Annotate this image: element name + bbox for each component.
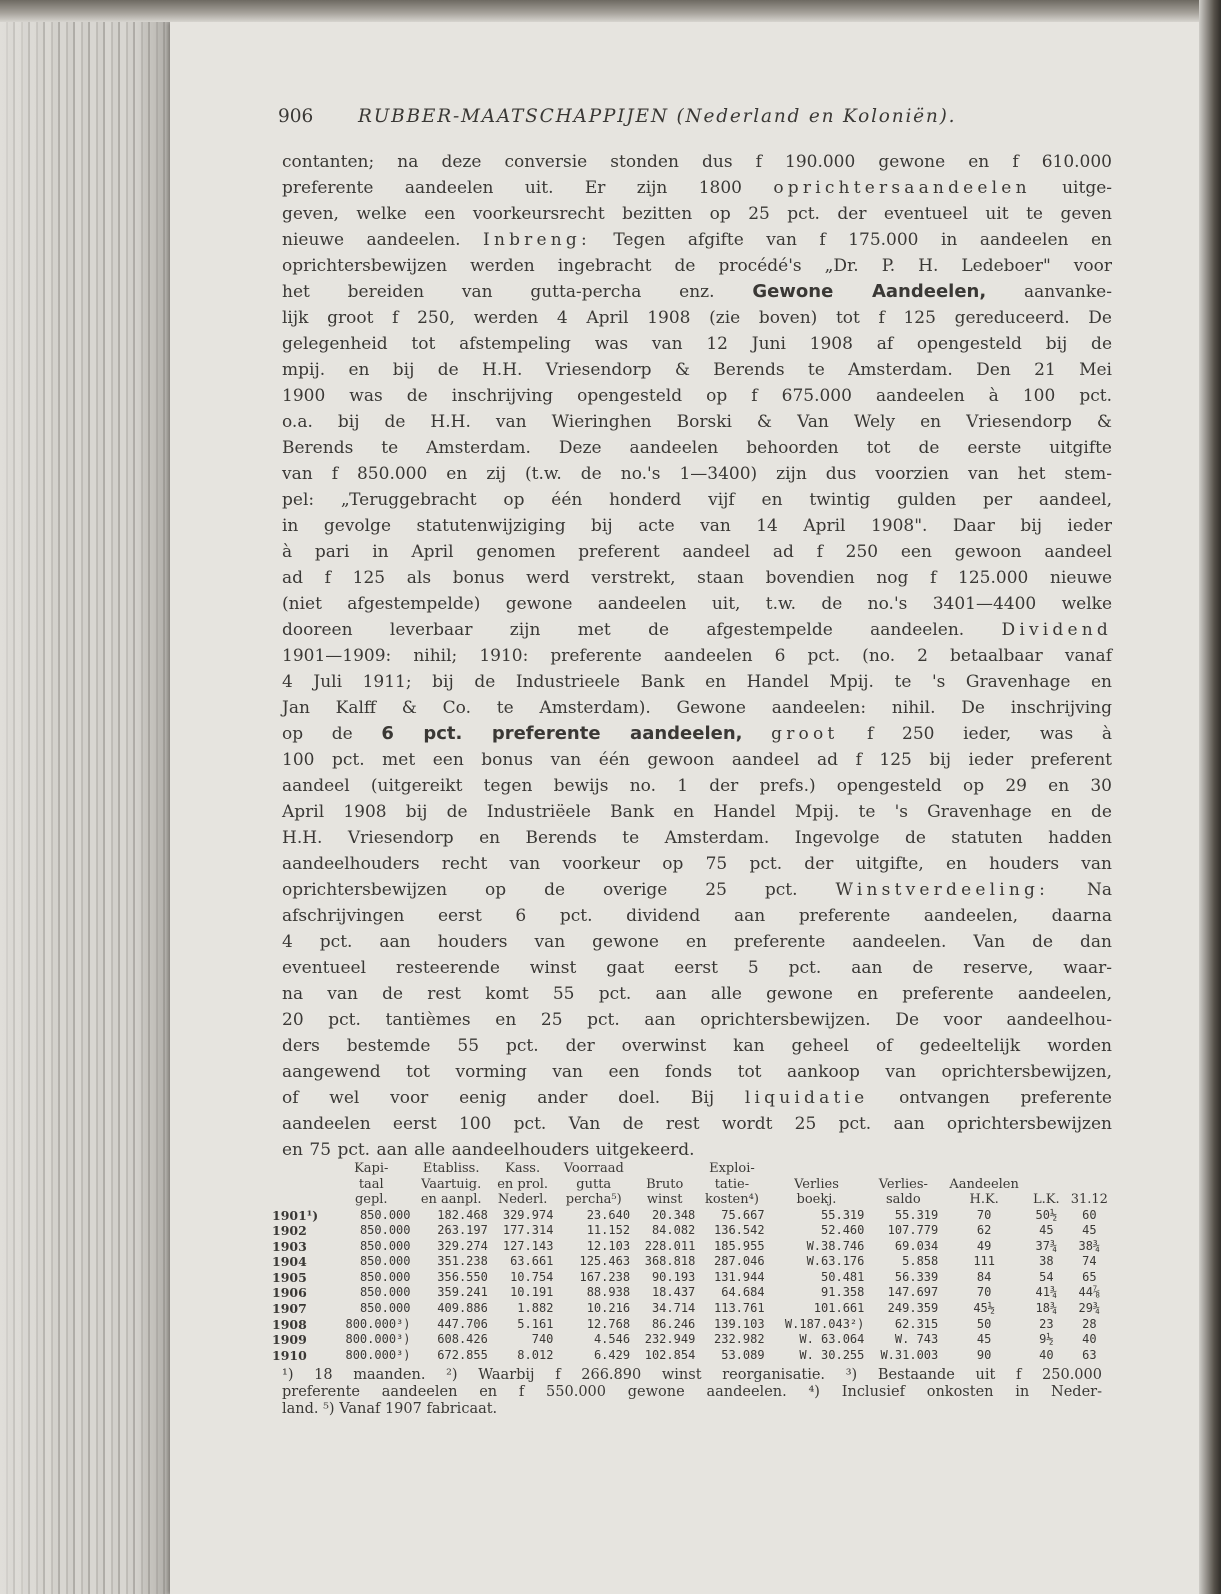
table-cell: 86.246 [651, 1316, 696, 1331]
table-cell: W.187.043²) [784, 1316, 865, 1331]
text-line [282, 565, 1112, 591]
text-run: lijk groot f 250, werden 4 April 1908 (zie boven) tot f 125 gereduceerd. De [282, 308, 1112, 328]
text-line [282, 955, 1112, 981]
table-cell: 800.000³) [345, 1347, 411, 1362]
text-run: aanvanke- [986, 282, 1112, 302]
column-header: tatie- [714, 1176, 750, 1192]
table-cell: 850.000 [359, 1207, 411, 1222]
column-header [632, 1161, 697, 1177]
table-body [270, 1208, 1114, 1364]
column-header: Exploi- [709, 1161, 755, 1176]
table-cell: 800.000³) [345, 1316, 411, 1331]
spaced-keyword: oprichtersaandeelen [773, 178, 1031, 198]
spaced-keyword: groot [771, 724, 839, 744]
column-header [270, 1177, 330, 1193]
table-cell: 10.216 [586, 1301, 631, 1316]
table-cell: 70 [976, 1285, 992, 1300]
table-cell: 8.012 [517, 1347, 554, 1362]
table-cell: 55.319 [894, 1207, 939, 1222]
text-line [282, 175, 1112, 201]
column-header [767, 1161, 867, 1177]
table-header-row [270, 1192, 1114, 1208]
table-row [270, 1239, 1114, 1255]
table-cell: 50.481 [821, 1269, 865, 1284]
table-cell: 12.103 [586, 1238, 631, 1253]
table-cell: 74 [1082, 1254, 1097, 1269]
column-header: Verlies- [878, 1176, 928, 1192]
table-cell: 37¾ [1035, 1238, 1058, 1253]
footnote-line: preferente aandeelen en f 550.000 gewone aandeelen. ⁴) Inclusief onkosten in Neder- [282, 1384, 1102, 1401]
text-run: preferente aandeelen uit. Er zijn 1800 [282, 178, 774, 198]
table-cell: 10.754 [510, 1269, 554, 1284]
column-header: L.K. [1033, 1192, 1060, 1207]
text-line [282, 903, 1112, 929]
column-header: saldo [885, 1192, 921, 1207]
table-cell: 351.238 [437, 1254, 488, 1269]
column-header: kosten⁴) [704, 1192, 759, 1207]
table-cell: W. 63.064 [799, 1332, 865, 1347]
text-run: f 250 ieder, was à [838, 724, 1112, 744]
table-cell: 740 [531, 1332, 554, 1347]
table-cell: 356.550 [437, 1269, 488, 1284]
text-run: 1901—1909: nihil; 1910: preferente aandeelen 6 pct. (no. 2 betaalbaar vanaf [282, 646, 1112, 666]
text-run: uitge- [1030, 178, 1113, 198]
table-cell: 34.714 [651, 1301, 696, 1316]
table-cell: 232.982 [714, 1332, 765, 1347]
text-run: Berends te Amsterdam. Deze aandeelen behoorden tot de eerste uitgifte [282, 438, 1112, 458]
text-run: aandeelen eerst 100 pct. Van de rest wordt 25 pct. aan oprichtersbewijzen [282, 1114, 1112, 1134]
year-cell: 1909 [272, 1332, 307, 1348]
column-header: H.K. [969, 1192, 999, 1207]
table-cell: 45½ [973, 1301, 995, 1316]
table-cell: 10.191 [510, 1285, 554, 1300]
spaced-keyword: Inbreng: [483, 230, 591, 250]
table-cell: 60 [1082, 1207, 1097, 1222]
scan-right-edge [1199, 0, 1221, 1594]
year-cell: 1907 [272, 1301, 307, 1317]
results-table [270, 1161, 1114, 1363]
table-row [270, 1254, 1114, 1270]
text-line [282, 591, 1112, 617]
text-line [282, 513, 1112, 539]
table-cell: W.63.176 [806, 1254, 865, 1269]
text-run: 20 pct. tantièmes en 25 pct. aan oprichtersbewijzen. De voor aandeelhou- [282, 1010, 1112, 1030]
table-cell: 359.241 [437, 1285, 488, 1300]
text-run: aandeelhouders recht van voorkeur op 75 pct. der uitgifte, en houders van [282, 854, 1112, 874]
text-line [282, 825, 1112, 851]
table-cell: 52.460 [821, 1223, 865, 1238]
column-header: gutta [576, 1176, 612, 1192]
table-cell: 20.348 [651, 1207, 696, 1222]
text-line [282, 747, 1112, 773]
table-row [270, 1270, 1114, 1286]
table-cell: 185.955 [714, 1238, 765, 1253]
table-row [270, 1223, 1114, 1239]
table-cell: 232.949 [644, 1332, 696, 1347]
text-line [282, 1007, 1112, 1033]
text-line [282, 149, 1112, 175]
table-cell: 56.339 [894, 1269, 939, 1284]
text-line [282, 643, 1112, 669]
column-header: Nederl. [497, 1192, 548, 1207]
column-header [270, 1192, 330, 1208]
year-cell: 1901¹) [272, 1207, 319, 1223]
column-header: Vaartuig. [421, 1176, 482, 1192]
table-cell: 850.000 [359, 1269, 411, 1284]
text-line [282, 331, 1112, 357]
text-line [282, 929, 1112, 955]
footnotes [282, 1367, 1102, 1418]
text-run: gelegenheid tot afstempeling was van 12 Juni 1908 af opengesteld bij de [282, 334, 1112, 354]
text-run: in gevolge statutenwijziging bij acte van 14 April 1908". Daar bij ieder [282, 516, 1112, 536]
year-cell: 1910 [272, 1347, 307, 1363]
text-run: aangewend tot vorming van een fonds tot aankoop van oprichtersbewijzen, [282, 1062, 1112, 1082]
text-run: contanten; na deze conversie stonden dus f 190.000 gewone en f 610.000 [282, 152, 1112, 172]
table-cell: 55.319 [821, 1207, 865, 1222]
text-line [282, 851, 1112, 877]
table-cell: 101.661 [813, 1301, 865, 1316]
bold-heading-run: Gewone Aandeelen, [752, 281, 987, 302]
table-cell: 249.359 [887, 1301, 939, 1316]
text-run: mpij. en bij de H.H. Vriesendorp & Berends te Amsterdam. Den 21 Mei [282, 360, 1112, 380]
year-cell: 1906 [272, 1285, 307, 1301]
table-cell: 4.546 [593, 1332, 631, 1347]
table-cell: 9½ [1039, 1332, 1054, 1347]
table-cell: 125.463 [579, 1254, 631, 1269]
text-run: oprichtersbewijzen op de overige 25 pct. [282, 880, 836, 900]
text-line [282, 487, 1112, 513]
table-row [270, 1301, 1114, 1317]
text-run: afschrijvingen eerst 6 pct. dividend aan preferente aandeelen, daarna [282, 906, 1112, 926]
text-run: Tegen afgifte van f 175.000 in aandeelen en [590, 230, 1112, 250]
table-cell: 263.197 [437, 1223, 488, 1238]
table-cell: 409.886 [437, 1301, 488, 1316]
table-cell: 18¾ [1035, 1301, 1058, 1316]
table-cell: 70 [976, 1207, 992, 1222]
column-header: Verlies [794, 1176, 839, 1192]
text-line [282, 1085, 1112, 1111]
table-row [270, 1348, 1114, 1364]
text-run: 1900 was de inschrijving opengesteld op f 675.000 aandeelen à 100 pct. [282, 386, 1112, 406]
table-cell: 850.000 [359, 1254, 411, 1269]
table-cell: 18.437 [651, 1285, 696, 1300]
column-header: percha⁵) [565, 1192, 622, 1207]
text-run: geven, welke een voorkeursrecht bezitten op 25 pct. der eventueel uit te geven [282, 204, 1112, 224]
year-cell: 1903 [272, 1238, 307, 1254]
text-line [282, 357, 1112, 383]
scan-top-edge [0, 0, 1221, 22]
column-header: en prol. [497, 1176, 549, 1192]
column-header: boekj. [796, 1192, 837, 1207]
table-cell: 5.858 [902, 1254, 939, 1269]
text-run: het bereiden van gutta-percha enz. [282, 282, 753, 302]
column-header: Bruto [646, 1176, 684, 1192]
table-cell: 447.706 [437, 1316, 488, 1331]
text-line [282, 253, 1112, 279]
table-cell: 28 [1082, 1316, 1097, 1331]
text-run: 4 Juli 1911; bij de Industrieele Bank en Handel Mpij. te 's Gravenhage en [282, 672, 1112, 692]
table-cell: W.31.003 [880, 1347, 939, 1362]
text-run: eventueel resteerende winst gaat eerst 5 pct. aan de reserve, waar- [282, 958, 1112, 978]
table-cell: 44⅞ [1078, 1285, 1101, 1300]
text-line [282, 461, 1112, 487]
table-cell: 64.684 [721, 1285, 765, 1300]
table-cell: 40 [1039, 1347, 1054, 1362]
table-cell: 45 [1039, 1223, 1054, 1238]
table-cell: 45 [976, 1332, 992, 1347]
text-line [282, 981, 1112, 1007]
column-header [1028, 1177, 1065, 1193]
table-cell: 63.661 [510, 1254, 554, 1269]
table-cell: 50 [976, 1316, 992, 1331]
year-cell: 1908 [272, 1316, 307, 1332]
text-line [282, 201, 1112, 227]
table-cell: 127.143 [502, 1238, 554, 1253]
text-run: H.H. Vriesendorp en Berends te Amsterdam. Ingevolge de statuten hadden [282, 828, 1112, 848]
table-cell: 182.468 [437, 1207, 488, 1222]
table-cell: 1.882 [517, 1301, 554, 1316]
text-run: op de [282, 724, 382, 744]
text-line [282, 279, 1112, 305]
year-cell: 1905 [272, 1269, 307, 1285]
column-header: taal [358, 1176, 384, 1192]
table-cell: 5.161 [517, 1316, 554, 1331]
table-cell: 91.358 [821, 1285, 865, 1300]
table-cell: 49 [976, 1238, 992, 1253]
table-cell: 228.011 [644, 1238, 696, 1253]
table-cell: 12.768 [586, 1316, 631, 1331]
table-cell: 41¾ [1035, 1285, 1058, 1300]
text-run: (niet afgestempelde) gewone aandeelen uit, t.w. de no.'s 3401—4400 welke [282, 594, 1112, 614]
financial-table [272, 1161, 1112, 1363]
table-cell: 63 [1082, 1347, 1097, 1362]
book-edge-shading [0, 0, 175, 1594]
bold-heading-run: 6 pct. preferente aandeelen, [381, 723, 743, 744]
page-number: 906 [278, 106, 314, 127]
text-line [282, 539, 1112, 565]
table-cell: W. 30.255 [799, 1347, 865, 1362]
text-line [282, 773, 1112, 799]
table-cell: 368.818 [644, 1254, 696, 1269]
text-line [282, 1111, 1112, 1137]
text-run: nieuwe aandeelen. [282, 230, 484, 250]
text-line [282, 435, 1112, 461]
text-line [282, 877, 1112, 903]
text-line [282, 617, 1112, 643]
table-cell: 113.761 [714, 1301, 765, 1316]
table-cell: 136.542 [714, 1223, 765, 1238]
table-cell: 62 [976, 1223, 992, 1238]
text-line [282, 409, 1112, 435]
column-header [940, 1161, 1028, 1177]
column-header: Voorraad [563, 1161, 624, 1176]
column-header: 31.12 [1070, 1192, 1108, 1207]
text-line [282, 721, 1112, 747]
column-header [1065, 1177, 1114, 1193]
text-run: Jan Kalff & Co. te Amsterdam). Gewone aandeelen: nihil. De inschrijving [282, 698, 1112, 718]
table-cell: 62.315 [894, 1316, 939, 1331]
text-line [282, 669, 1112, 695]
spaced-keyword: Winstverdeeling: [835, 880, 1050, 900]
text-run: aandeel (uitgereikt tegen bewijs no. 1 der prefs.) opengesteld op 29 en 30 [282, 776, 1112, 796]
text-line [282, 305, 1112, 331]
text-run: of wel voor eenig ander doel. Bij [282, 1088, 745, 1108]
table-row [270, 1285, 1114, 1301]
table-cell: 111 [973, 1254, 995, 1269]
column-header: gepl. [354, 1192, 388, 1207]
column-header: en aanpl. [420, 1192, 482, 1207]
table-cell: 53.089 [721, 1347, 765, 1362]
text-run: à pari in April genomen preferent aandeel ad f 250 een gewoon aandeel [282, 542, 1112, 562]
column-header [1065, 1161, 1114, 1177]
table-cell: 800.000³) [345, 1332, 411, 1347]
year-cell: 1902 [272, 1223, 307, 1239]
table-header-row [270, 1161, 1114, 1177]
table-header [270, 1161, 1114, 1208]
spaced-keyword: liquidatie [744, 1088, 869, 1108]
column-header: Kapi- [354, 1161, 389, 1176]
column-header [1028, 1161, 1065, 1177]
table-cell: 672.855 [437, 1347, 488, 1362]
running-head [278, 104, 1112, 134]
table-cell: 38 [1039, 1254, 1054, 1269]
table-cell: 139.103 [714, 1316, 765, 1331]
text-line [282, 1033, 1112, 1059]
text-run: pel: „Teruggebracht op één honderd vijf en twintig gulden per aandeel, [282, 490, 1112, 510]
table-row [270, 1332, 1114, 1348]
table-cell: 38¾ [1078, 1238, 1101, 1253]
text-run: April 1908 bij de Industriëele Bank en Handel Mpij. te 's Gravenhage en de [282, 802, 1112, 822]
table-cell: 29¾ [1078, 1301, 1101, 1316]
text-line [282, 1137, 1112, 1163]
text-line [282, 799, 1112, 825]
table-cell: 45 [1082, 1223, 1097, 1238]
text-run: 4 pct. aan houders van gewone en preferente aandeelen. Van de dan [282, 932, 1112, 952]
table-cell: 84 [976, 1269, 992, 1284]
text-run [743, 724, 772, 744]
text-run: 100 pct. met een bonus van één gewoon aandeel ad f 125 bij ieder preferent [282, 750, 1112, 770]
text-line [282, 227, 1112, 253]
table-cell: 11.152 [586, 1223, 631, 1238]
column-header: Kass. [505, 1161, 541, 1176]
column-header [270, 1161, 330, 1177]
table-cell: 107.779 [887, 1223, 939, 1238]
table-cell: 287.046 [714, 1254, 765, 1269]
text-block [272, 104, 1113, 1418]
table-cell: 147.697 [887, 1285, 939, 1300]
column-header: winst [646, 1192, 683, 1207]
table-cell: 75.667 [721, 1207, 765, 1222]
table-row [270, 1208, 1114, 1224]
year-cell: 1904 [272, 1254, 307, 1270]
running-title: RUBBER-MAATSCHAPPIJEN (Nederland en Koloniën). [358, 106, 957, 127]
text-run: van f 850.000 en zij (t.w. de no.'s 1—3400) zijn dus voorzien van het stem- [282, 464, 1112, 484]
table-header-row [270, 1177, 1114, 1193]
text-line [282, 1059, 1112, 1085]
table-cell: W.38.746 [806, 1238, 865, 1253]
table-cell: 23 [1039, 1316, 1054, 1331]
table-cell: W. 743 [894, 1332, 939, 1347]
text-line [282, 383, 1112, 409]
text-run: ad f 125 als bonus werd verstrekt, staan bovendien nog f 125.000 nieuwe [282, 568, 1112, 588]
text-line [282, 695, 1112, 721]
table-cell: 23.640 [586, 1207, 631, 1222]
body-paragraph [282, 149, 1112, 1163]
table-cell: 40 [1082, 1332, 1097, 1347]
text-run: o.a. bij de H.H. van Wieringhen Borski & Van Wely en Vriesendorp & [282, 412, 1112, 432]
table-cell: 69.034 [894, 1238, 939, 1253]
text-run: dooreen leverbaar zijn met de afgestempelde aandeelen. [282, 620, 1002, 640]
text-run: ontvangen preferente [868, 1088, 1112, 1108]
table-cell: 54 [1039, 1269, 1054, 1284]
table-cell: 608.426 [437, 1332, 488, 1347]
table-cell: 850.000 [359, 1223, 411, 1238]
text-run: oprichtersbewijzen werden ingebracht de procédé's „Dr. P. H. Ledeboer" voor [282, 256, 1112, 276]
column-header: Etabliss. [422, 1161, 480, 1176]
column-header: Aandeelen [949, 1176, 1019, 1192]
table-cell: 84.082 [651, 1223, 696, 1238]
table-cell: 177.314 [502, 1223, 554, 1238]
table-row [270, 1317, 1114, 1333]
table-cell: 850.000 [359, 1301, 411, 1316]
table-cell: 850.000 [359, 1238, 411, 1253]
table-cell: 90.193 [651, 1269, 696, 1284]
text-run: en 75 pct. aan alle aandeelhouders uitgekeerd. [282, 1140, 695, 1160]
table-cell: 850.000 [359, 1285, 411, 1300]
spaced-keyword: Dividend [1001, 620, 1112, 640]
table-cell: 50½ [1035, 1207, 1058, 1222]
footnote-line: ¹) 18 maanden. ²) Waarbij f 266.890 winst reorganisatie. ³) Bestaande uit f 250.000 [282, 1367, 1102, 1384]
text-run: na van de rest komt 55 pct. aan alle gewone en preferente aandeelen, [282, 984, 1112, 1004]
text-run: Na [1049, 880, 1112, 900]
table-cell: 102.854 [644, 1347, 696, 1362]
text-run: ders bestemde 55 pct. der overwinst kan geheel of gedeeltelijk worden [282, 1036, 1112, 1056]
footnote-line: land. ⁵) Vanaf 1907 fabricaat. [282, 1401, 498, 1418]
table-cell: 329.274 [437, 1238, 488, 1253]
column-header [866, 1161, 940, 1177]
table-cell: 65 [1082, 1269, 1097, 1284]
table-cell: 131.944 [714, 1269, 765, 1284]
table-cell: 88.938 [586, 1285, 631, 1300]
table-cell: 6.429 [593, 1347, 631, 1362]
table-cell: 167.238 [579, 1269, 631, 1284]
table-cell: 90 [976, 1347, 992, 1362]
table-cell: 329.974 [502, 1207, 554, 1222]
